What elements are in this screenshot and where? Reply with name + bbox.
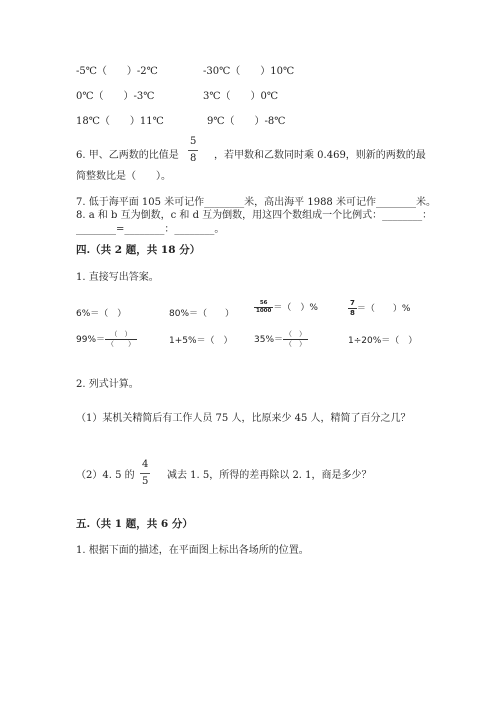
calc-1d: $\frac{7}{8}$ ＝（ ）% — [350, 299, 411, 317]
question-6-fraction — [188, 137, 198, 164]
question-2-part-2-suffix: 减去 1. 5，所得的差再除以 2. 1，商是多少？ — [167, 470, 372, 481]
fraction-numerator: 5 — [190, 136, 197, 147]
question-8-line1: 8. a 和 b 互为倒数，c 和 d 互为倒数，用这四个数组成一个比例式：________： — [76, 210, 433, 221]
calc-2c: 35%＝ $\frac{( )}{( )}$ — [254, 330, 307, 348]
question-2-part-2-prefix: （2）4. 5 的 — [76, 470, 135, 481]
calc-2a: 99%＝ $\frac{( )}{( )}$ — [76, 330, 136, 348]
temp-compare-2a: 0℃（ ）-3℃ — [76, 91, 155, 102]
temp-compare-3b: 9℃（ ）-8℃ — [207, 116, 286, 127]
question-6-prefix: 6. 甲、乙两数的比值是 — [76, 150, 179, 161]
question-6-line2: 简整数比是（ ）。 — [76, 171, 171, 182]
calc-1b: 80%＝（ ） — [169, 309, 235, 319]
calc-2d: 1÷20%＝（ ） — [348, 336, 418, 346]
calc-1a: 6%＝（ ） — [76, 309, 127, 319]
section-4-question-1: 1. 直接写出答案。 — [76, 272, 159, 283]
temp-compare-1b: -30℃（ ）10℃ — [203, 66, 295, 77]
section-4-question-2: 2. 列式计算。 — [76, 379, 139, 390]
fraction-bar — [188, 150, 198, 151]
question-6-suffix: ，若甲数和乙数同时乘 0.469，则新的两数的最 — [214, 150, 426, 161]
question-2-part-1: （1）某机关精简后有工作人员 75 人，比原来少 45 人，精简了百分之几？ — [76, 413, 411, 424]
section-5-question-1: 1. 根据下面的描述，在平面图上标出各场所的位置。 — [76, 545, 309, 556]
section-5-title: 五.（共 1 题，共 6 分） — [76, 518, 193, 530]
temp-compare-3a: 18℃（ ）11℃ — [76, 116, 164, 127]
calc-1c: $\frac{56}{1000}$ ＝（ ）% — [256, 299, 318, 314]
temp-compare-2b: 3℃（ ）0℃ — [203, 91, 279, 102]
question-7: 7. 低于海平面 105 米可记作________米，高出海平 1988 米可记作________米。 — [76, 197, 436, 208]
question-2-part-2-fraction: $\frac{4}{5}$ — [142, 459, 149, 487]
fraction-denominator: 8 — [190, 153, 197, 164]
calc-2b: 1+5%＝（ ） — [169, 336, 233, 346]
section-4-title: 四.（共 2 题，共 18 分） — [76, 244, 201, 256]
question-8-line2: ________=________：________。 — [76, 224, 225, 235]
temp-compare-1a: -5℃（ ）-2℃ — [76, 66, 158, 77]
